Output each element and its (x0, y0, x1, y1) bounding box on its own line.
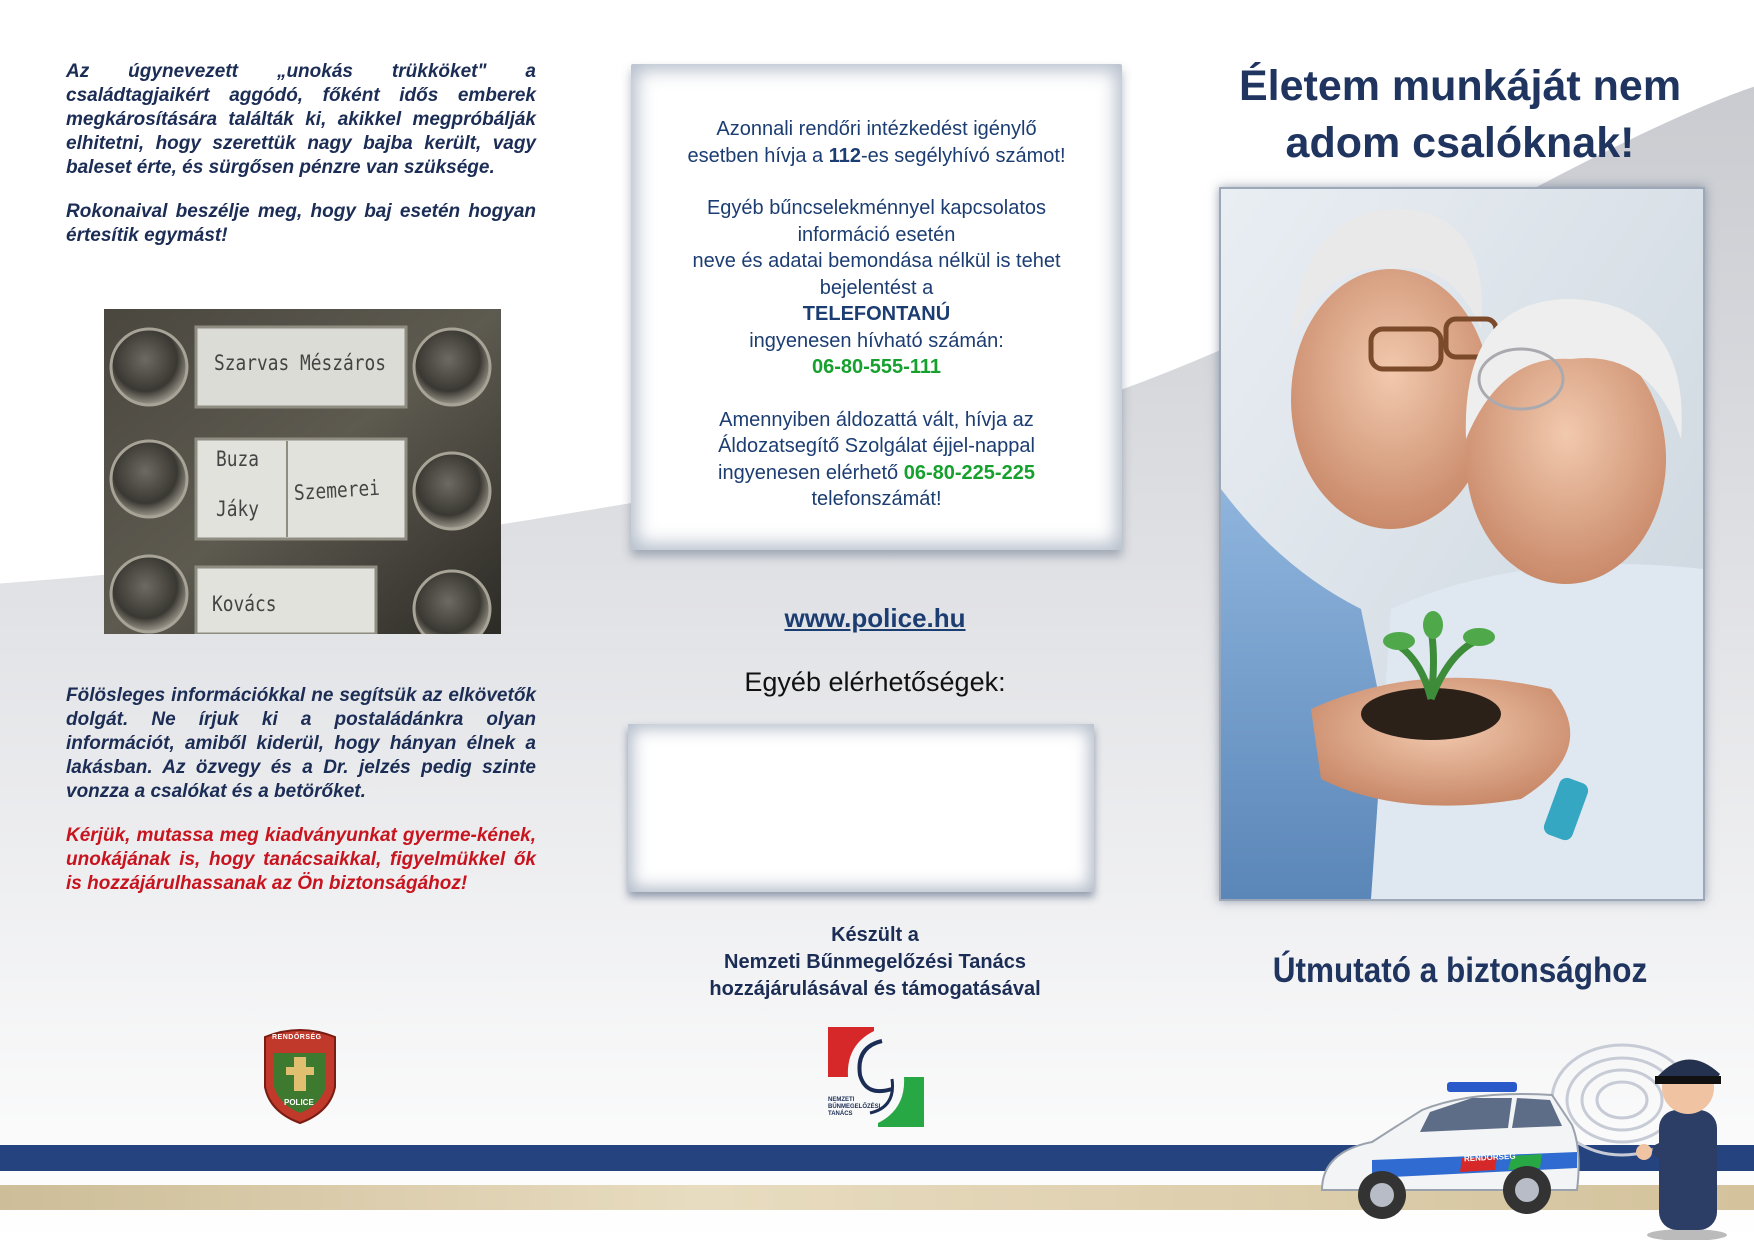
tt-line-3: neve és adatai bemondása nélkül is tehet (692, 250, 1061, 272)
tt-line-1: Egyéb bűncselekménnyel kapcsolatos (706, 197, 1047, 219)
tt-line-2: információ esetén (797, 223, 956, 246)
nbt-logo (826, 1027, 926, 1127)
left-text-bottom (66, 684, 536, 916)
telefontanu-block (653, 195, 1100, 381)
share-paragraph: Kérjük, mutassa meg kiadványunkat gyerme-kének, unokájának is, hogy tanácsaikkal, figyelmükkel ők is hozzájárulhassanak az Ön biztonságához! (66, 825, 536, 894)
police-badge-logo (260, 1027, 340, 1125)
nbt-logo-text-3: TANÁCS (828, 1111, 853, 1117)
vs-line-2: Áldozatsegítő Szolgálat éjjel-nappal (718, 435, 1035, 457)
emergency-info-text (653, 116, 1100, 539)
left-text-top (66, 60, 536, 268)
credits (640, 922, 1110, 1003)
emergency-line-2b: -es segélyhívó számot! (860, 144, 1066, 167)
other-contacts-heading: Egyéb elérhetőségek: (744, 667, 1006, 697)
brochure-subtitle: Útmutató a biztonsághoz (1272, 951, 1648, 990)
tt-line-6: ingyenesen hívható számán: (749, 329, 1004, 352)
nbt-logo-text-2: BŰNMEGELŐZÉSI (828, 1104, 881, 1110)
intro-paragraph: Az úgynevezett „unokás trükköket" a családtagjaikért aggódó, főként idős emberek megkárosítására találták ki, akikkel megpróbálják elhitetni, hogy szerettük nagy bajba került, vagy baleset érte, és sürgősen pénzre van szüksége. (66, 61, 536, 178)
telefontanu-label: TELEFONTANÚ (802, 303, 951, 325)
brochure-title (1200, 58, 1720, 172)
credit-line-2: Nemzeti Bűnmegelőzési Tanács (724, 951, 1026, 973)
credit-line-3: hozzájárulásával és támogatásával (709, 978, 1041, 1000)
emergency-line-1: Azonnali rendőri intézkedést igénylő (716, 118, 1037, 140)
vs-line-3a: ingyenesen elérhető (718, 461, 904, 484)
website-link[interactable]: www.police.hu (784, 603, 966, 633)
police-car-illustration (1312, 1040, 1742, 1240)
title-line-2: adom csalóknak! (1285, 119, 1635, 167)
elderly-couple-photo (1219, 187, 1705, 901)
telefontanu-number[interactable]: 06-80-555-111 (811, 356, 941, 378)
other-contacts-box (628, 724, 1094, 892)
vs-line-4: telefonszámát! (811, 488, 942, 510)
privacy-paragraph: Fölösleges információkkal ne segítsük az elkövetők dolgát. Ne írjuk ki a postaládánkra olyan információt, amiből kiderül, hogy hányan élnek a lakásban. Az özvegy és a Dr. jelzés pedig szinte vonzza a csalókat és a betörőket. (66, 685, 536, 802)
police-badge-top-text: RENDŐRSÉG (272, 1034, 322, 1041)
police-car-label: RENDŐRSÉG (1463, 1151, 1516, 1164)
doorbell-name-1: Szarvas Mészáros (214, 351, 386, 375)
emergency-line-2a: esetben hívja a (687, 144, 829, 167)
emergency-number-112[interactable]: 112 (828, 144, 861, 167)
doorbell-name-4: Szemerei (293, 475, 381, 505)
doorbell-name-2: Buza (216, 447, 259, 471)
title-line-1: Életem munkáját nem (1238, 62, 1682, 110)
doorbell-name-3: Jáky (216, 497, 259, 521)
emergency-info-box (631, 64, 1122, 550)
police-badge-bottom-text: POLICE (284, 1098, 314, 1107)
tt-line-4: bejelentést a (819, 276, 934, 299)
victim-support-number[interactable]: 06-80-225-225 (903, 461, 1035, 484)
vs-line-1: Amennyiben áldozattá vált, hívja az (719, 408, 1034, 431)
victim-support-block (653, 407, 1100, 513)
doorbell-photo (104, 309, 501, 634)
advice-paragraph: Rokonaival beszélje meg, hogy baj esetén hogyan értesítik egymást! (66, 201, 536, 246)
doorbell-name-5: Kovács (212, 592, 277, 616)
emergency-block (653, 116, 1100, 169)
nbt-logo-text-1: NEMZETI (828, 1097, 855, 1103)
credit-line-1: Készült a (831, 924, 919, 946)
